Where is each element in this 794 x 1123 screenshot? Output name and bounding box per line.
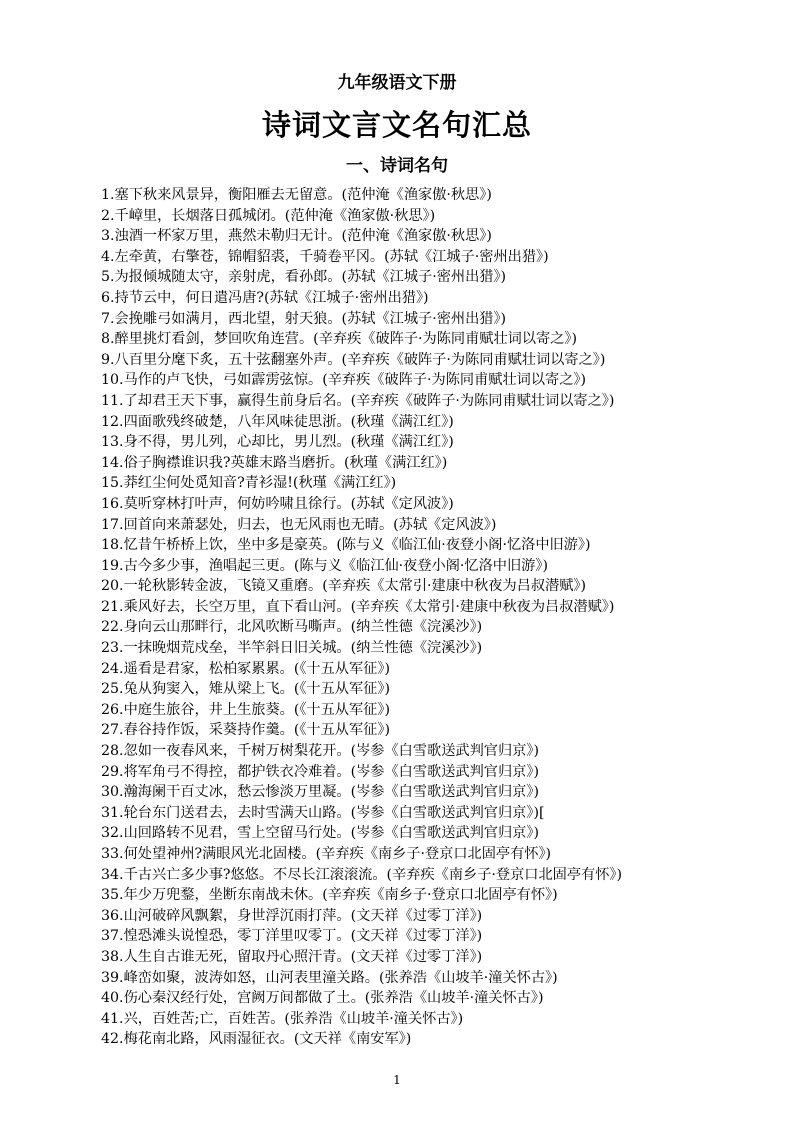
quote-line: 8.醉里挑灯看剑，梦回吹角连营。(辛弃疾《破阵子·为陈同甫赋壮词以寄之》) [101, 331, 578, 348]
quote-line: 40.伤心秦汉经行处，宫阙万间都做了土。(张养浩《山坡羊·潼关怀古》) [101, 990, 544, 1007]
quote-list [101, 185, 741, 1050]
quote-line: 25.兔从狗窦入，雉从梁上飞。(《十五从军征》) [101, 681, 390, 698]
section-heading: 一、诗词名句 [346, 156, 448, 176]
quote-line: 14.俗子胸襟谁识我?英雄末路当磨折。(秋瑾《满江红》) [101, 454, 448, 471]
quote-line: 38.人生自古谁无死，留取丹心照汗青。(文天祥《过零丁洋》) [101, 948, 483, 965]
quote-line: 33.何处望神州?满眼风光北固楼。(辛弃疾《南乡子·登京口北固亭有怀》) [101, 846, 552, 862]
quote-line: 22.身向云山那畔行，北风吹断马嘶声。(纳兰性德《浣溪沙》) [101, 619, 483, 636]
quote-line: 28.忽如一夜春风来，千树万树梨花开。(岑参《白雪歌送武判官归京》) [101, 743, 539, 760]
quote-line: 19.古今多少事，渔唱起三更。(陈与义《临江仙·夜登小阁·忆洛中旧游》) [101, 557, 548, 574]
quote-line: 4.左牵黄，右擎苍，锦帽貂裘，千骑卷平冈。(苏轼《江城子·密州出猎》) [101, 248, 549, 265]
quote-line: 42.梅花南北路，风雨湿征衣。(文天祥《南安军》) [101, 1031, 412, 1048]
quote-line: 9.八百里分麾下炙，五十弦翻塞外声。(辛弃疾《破阵子·为陈同甫赋壮词以寄之》) [101, 351, 606, 368]
quote-line: 21.乘风好去，长空万里，直下看山河。(辛弃疾《太常引·建康中秋夜为吕叔潜赋》) [101, 598, 615, 615]
quote-line: 39.峰峦如聚，波涛如怒，山河表里潼关路。(张养浩《山坡羊·潼关怀古》) [101, 969, 558, 986]
quote-line: 7.会挽雕弓如满月，西北望，射天狼。(苏轼《江城子·密州出猎》) [101, 310, 507, 327]
quote-line: 12.四面歌残终破楚，八年风味徒思浙。(秋瑾《满江红》) [101, 413, 454, 430]
quote-line: 15.莽红尘何处觅知音?青衫湿!(秋瑾《满江红》) [101, 475, 397, 492]
grade-title: 九年级语文下册 [337, 73, 457, 93]
quote-line: 30.瀚海阑干百丈冰，愁云惨淡万里凝。(岑参《白雪歌送武判官归京》) [101, 784, 539, 801]
quote-line: 26.中庭生旅谷，井上生旅葵。(《十五从军征》) [101, 701, 390, 718]
quote-line: 32.山回路转不见君，雪上空留马行处。(岑参《白雪歌送武判官归京》) [101, 825, 539, 842]
quote-line: 41.兴，百姓苦;亡，百姓苦。(张养浩《山坡羊·潼关怀古》) [101, 1010, 464, 1027]
quote-line: 10.马作的卢飞快，弓如霹雳弦惊。(辛弃疾《破阵子·为陈同甫赋壮词以寄之》) [101, 372, 587, 389]
quote-line: 35.年少万兜鍪，坐断东南战未休。(辛弃疾《南乡子·登京口北固亭有怀》) [101, 887, 558, 904]
quote-line: 17.回首向来萧瑟处，归去，也无风雨也无晴。(苏轼《定风波》) [101, 516, 497, 533]
quote-line: 2.千嶂里，长烟落日孤城闭。(范仲淹《渔家傲·秋思》) [101, 207, 436, 224]
quote-line: 29.将军角弓不得控，都护铁衣冷难着。(岑参《白雪歌送武判官归京》) [101, 763, 539, 780]
quote-line: 1.塞下秋来风景异，衡阳雁去无留意。(范仲淹《渔家傲·秋思》) [101, 187, 492, 203]
quote-line: 6.持节云中，何日遣冯唐?(苏轼《江城子·密州出猎》) [101, 289, 429, 306]
quote-line: 34.千古兴亡多少事?悠悠。不尽长江滚滚流。(辛弃疾《南乡子·登京口北固亭有怀》) [101, 866, 623, 883]
quote-line: 31.轮台东门送君去，去时雪满天山路。(岑参《白雪歌送武判官归京》)[ [101, 804, 545, 821]
quote-line: 36.山河破碎风飘絮，身世浮沉雨打萍。(文天祥《过零丁洋》) [101, 907, 483, 924]
page-title: 诗词文言文名句汇总 [261, 108, 532, 142]
page-number: 1 [393, 1073, 401, 1087]
quote-line: 20.一轮秋影转金波，飞镜又重磨。(辛弃疾《太常引·建康中秋夜为吕叔潜赋》) [101, 578, 587, 595]
quote-line: 11.了却君王天下事，赢得生前身后名。(辛弃疾《破阵子·为陈同甫赋壮词以寄之》) [101, 392, 615, 409]
quote-line: 5.为报倾城随太守，亲射虎，看孙郎。(苏轼《江城子·密州出猎》) [101, 269, 507, 286]
quote-line: 18.忆昔午桥桥上饮，坐中多是豪英。(陈与义《临江仙·夜登小阁·忆洛中旧游》) [101, 537, 591, 554]
quote-line: 24.遥看是君家，松柏冢累累。(《十五从军征》) [101, 660, 390, 677]
quote-line: 27.舂谷持作饭，采葵持作羹。(《十五从军征》) [101, 722, 390, 739]
quote-line: 3.浊酒一杯家万里，燕然未勒归无计。(范仲淹《渔家傲·秋思》) [101, 228, 492, 245]
quote-line: 13.身不得，男儿列，心却比，男儿烈。(秋瑾《满江红》) [101, 434, 454, 451]
quote-line: 37.惶恐滩头说惶恐，零丁洋里叹零丁。(文天祥《过零丁洋》) [101, 928, 483, 945]
quote-line: 23.一抹晚烟荒戍垒，半竿斜日旧关城。(纳兰性德《浣溪沙》) [101, 640, 483, 657]
quote-line: 16.莫听穿林打叶声，何妨吟啸且徐行。(苏轼《定风波》) [101, 495, 454, 512]
